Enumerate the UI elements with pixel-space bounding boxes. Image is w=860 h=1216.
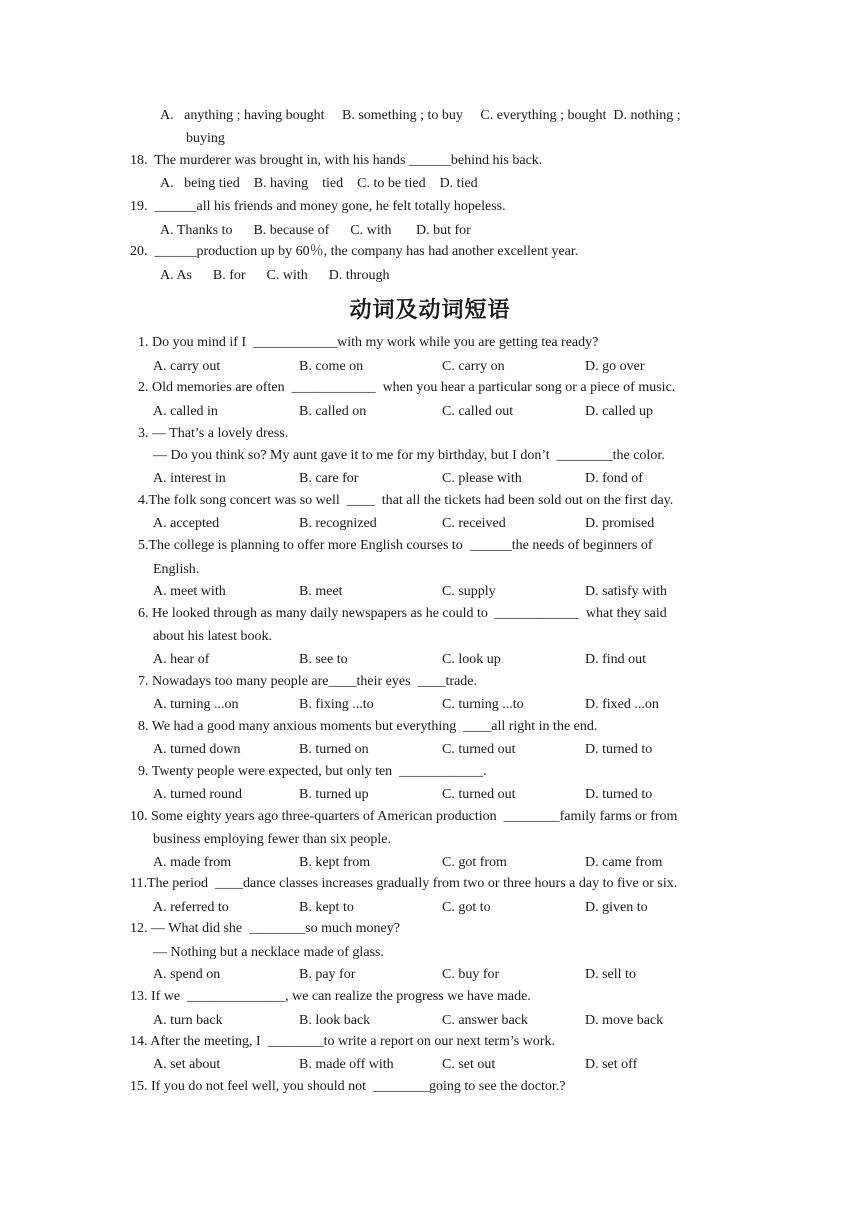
option-b: B. pay for: [299, 967, 356, 982]
option-c: C. please with: [442, 471, 522, 486]
option-b: B. turned on: [299, 742, 369, 757]
option-b: B. made off with: [299, 1057, 394, 1072]
option-c: C. called out: [442, 404, 514, 419]
option-b: B. look back: [299, 1013, 371, 1028]
question-stem: 13. If we ______________, we can realize the progress we have made.: [130, 989, 531, 1004]
q18-options: A. being tied B. having tied C. to be tied D. tied: [160, 176, 478, 191]
option-a: A. turned down: [153, 742, 241, 757]
q20-options: A. As B. for C. with D. through: [160, 268, 390, 283]
section-title: 动词及动词短语: [349, 297, 511, 323]
q17-options-line1: A. anything ; having bought B. something ; to buy C. everything ; bought D. nothing ;: [160, 108, 681, 123]
option-d: D. find out: [585, 652, 647, 667]
option-c: C. received: [442, 516, 506, 531]
question-stem: 14. After the meeting, I ________to write a report on our next term’s work.: [130, 1034, 555, 1049]
option-b: B. see to: [299, 652, 348, 667]
option-c: C. turning ...to: [442, 697, 524, 712]
option-a: A. turning ...on: [153, 697, 239, 712]
question-stem: 9. Twenty people were expected, but only ten ____________.: [138, 764, 487, 779]
question-stem: 1. Do you mind if I ____________with my work while you are getting tea ready?: [138, 335, 599, 350]
option-a: A. made from: [153, 855, 232, 870]
option-a: A. interest in: [153, 471, 226, 486]
option-c: C. got to: [442, 900, 491, 915]
question-stem: 12. — What did she ________so much money?: [130, 921, 400, 936]
option-d: D. turned to: [585, 787, 653, 802]
option-b: B. fixing ...to: [299, 697, 374, 712]
question-stem: 4.The folk song concert was so well ____ that all the tickets had been sold out on the first day.: [138, 493, 674, 508]
question-stem: 2. Old memories are often ____________ when you hear a particular song or a piece of music.: [138, 380, 676, 395]
option-c: C. got from: [442, 855, 507, 870]
option-c: C. look up: [442, 652, 501, 667]
question-stem: 7. Nowadays too many people are____their eyes ____trade.: [138, 674, 478, 689]
question-stem-continued: English.: [153, 562, 200, 577]
option-c: C. buy for: [442, 967, 500, 982]
option-d: D. sell to: [585, 967, 636, 982]
question-stem: 10. Some eighty years ago three-quarters of American production ________family farms or from: [130, 809, 678, 824]
option-a: A. meet with: [153, 584, 226, 599]
option-d: D. came from: [585, 855, 663, 870]
q20-stem: 20. ______production up by 60％, the company has had another excellent year.: [130, 244, 579, 259]
option-a: A. hear of: [153, 652, 210, 667]
question-stem: 8. We had a good many anxious moments but everything ____all right in the end.: [138, 719, 598, 734]
option-b: B. kept from: [299, 855, 371, 870]
option-c: C. turned out: [442, 742, 516, 757]
question-stem: 6. He looked through as many daily newspapers as he could to ____________ what they said: [138, 606, 667, 621]
option-d: D. move back: [585, 1013, 664, 1028]
option-b: B. called on: [299, 404, 367, 419]
option-d: D. promised: [585, 516, 655, 531]
option-c: C. turned out: [442, 787, 516, 802]
option-d: D. called up: [585, 404, 654, 419]
question-stem: 3. — That’s a lovely dress.: [138, 426, 289, 441]
option-d: D. set off: [585, 1057, 638, 1072]
option-d: D. given to: [585, 900, 648, 915]
option-b: B. turned up: [299, 787, 369, 802]
question-stem: 11.The period ____dance classes increases gradually from two or three hours a day to five or six.: [130, 876, 678, 891]
option-a: A. spend on: [153, 967, 221, 982]
question-stem-continued: about his latest book.: [153, 629, 272, 644]
option-d: D. fond of: [585, 471, 643, 486]
option-b: B. kept to: [299, 900, 354, 915]
question-stem-continued: — Do you think so? My aunt gave it to me for my birthday, but I don’t ________the color.: [153, 448, 665, 463]
question-stem: 15. If you do not feel well, you should not ________going to see the doctor.?: [130, 1079, 566, 1094]
q18-stem: 18. The murderer was brought in, with his hands ______behind his back.: [130, 153, 543, 168]
option-d: D. turned to: [585, 742, 653, 757]
option-c: C. set out: [442, 1057, 496, 1072]
option-a: A. turned round: [153, 787, 243, 802]
option-b: B. care for: [299, 471, 359, 486]
option-a: A. turn back: [153, 1013, 223, 1028]
question-stem: 5.The college is planning to offer more English courses to ______the needs of beginners of: [138, 538, 653, 553]
option-b: B. meet: [299, 584, 343, 599]
q19-stem: 19. ______all his friends and money gone, he felt totally hopeless.: [130, 199, 506, 214]
option-c: C. supply: [442, 584, 496, 599]
option-a: A. carry out: [153, 359, 221, 374]
question-stem-continued: business employing fewer than six people.: [153, 832, 391, 847]
option-d: D. go over: [585, 359, 645, 374]
option-d: D. satisfy with: [585, 584, 668, 599]
option-a: A. accepted: [153, 516, 220, 531]
option-d: D. fixed ...on: [585, 697, 659, 712]
option-c: C. carry on: [442, 359, 505, 374]
option-b: B. come on: [299, 359, 364, 374]
option-c: C. answer back: [442, 1013, 528, 1028]
option-a: A. set about: [153, 1057, 221, 1072]
option-b: B. recognized: [299, 516, 377, 531]
q19-options: A. Thanks to B. because of C. with D. but for: [160, 223, 471, 238]
q17-options-line2: buying: [186, 131, 225, 146]
option-a: A. referred to: [153, 900, 229, 915]
question-stem-continued: — Nothing but a necklace made of glass.: [153, 945, 384, 960]
option-a: A. called in: [153, 404, 218, 419]
